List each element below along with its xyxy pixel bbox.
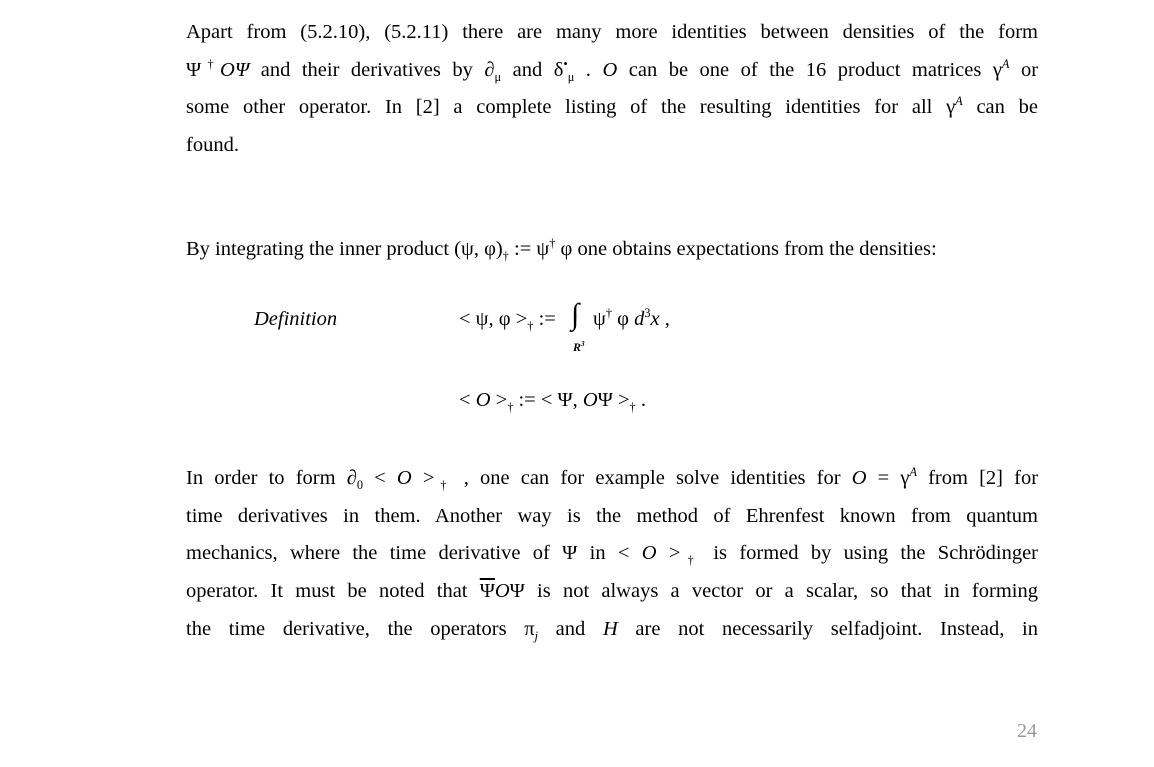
paragraph-3 [186, 460, 1038, 648]
domain-exponent: 3 [581, 340, 585, 348]
gamma-symbol: γ [946, 96, 956, 119]
text: . [635, 389, 646, 411]
definition-equation-2 [459, 389, 646, 415]
text: in [577, 542, 618, 565]
paragraph-1 [186, 14, 1038, 165]
a-superscript: A [1001, 56, 1010, 71]
mu-subscript: μ [567, 69, 575, 84]
dagger: † [527, 319, 534, 334]
text: , one can for example solve identities for [452, 467, 852, 489]
page-number: 24 [1017, 720, 1037, 742]
text: := < Ψ, [513, 389, 583, 411]
integral-domain [573, 340, 585, 355]
text: := ψ [508, 238, 550, 260]
operator-o: O [602, 58, 618, 81]
comma: , [659, 308, 670, 330]
text: and [501, 58, 554, 81]
p3-line-4 [186, 573, 1038, 611]
dagger: † [629, 400, 636, 415]
dagger: † [549, 236, 556, 251]
exponent-3: 3 [644, 306, 651, 321]
psi-symbol: Ψ [562, 542, 578, 565]
pi-symbol: π [524, 617, 535, 640]
text: > [656, 542, 681, 565]
integrand [593, 308, 670, 331]
dagger: † [201, 56, 221, 71]
a-superscript: A [909, 465, 917, 480]
inner-product: (ψ, φ) [454, 238, 503, 260]
p3-line-1 [186, 460, 1038, 498]
text: some other operator. In [2] a complete listing of the resulting identities for all [186, 96, 947, 119]
dagger: † [507, 400, 514, 415]
text: < [617, 542, 642, 565]
gamma-symbol: γ [992, 58, 1002, 81]
text: > [490, 389, 508, 411]
operator-o: O [641, 542, 657, 565]
j-subscript: j [534, 628, 539, 643]
text: is formed by using the Schrödinger [701, 542, 1038, 565]
mu-subscript: μ [494, 69, 502, 84]
hamiltonian-h: H [602, 617, 618, 640]
integral-sign: ∫ [571, 298, 580, 331]
operator-o: O [582, 389, 598, 411]
text: = γ [866, 467, 910, 489]
text: can be one of the 16 product matrices [617, 58, 993, 81]
definition-equation-1 [459, 308, 556, 334]
p3-line-2: time derivatives in them. Another way is the method of Ehrenfest known from quantum [186, 504, 1038, 527]
operator-o: O [494, 580, 510, 603]
bracket-psi-phi: < ψ, φ > [459, 308, 528, 330]
p1-line-3 [186, 89, 1038, 127]
dagger: † [680, 553, 702, 568]
zero-subscript: 0 [356, 478, 363, 493]
text: > [411, 467, 435, 489]
text: mechanics, where the time derivative of [186, 542, 563, 565]
text: In order to form [186, 467, 347, 489]
text: and [538, 617, 603, 640]
text: can be [962, 96, 1038, 119]
text: from [2] for [916, 467, 1039, 489]
psi-bar-symbol: $\overline{\Psi}$ [479, 580, 495, 603]
text: By integrating the inner product [186, 238, 455, 260]
p1-line-1: Apart from (5.2.10), (5.2.11) there are many more identities between densities of the form [186, 21, 1038, 43]
operator-psi: OΨ [220, 58, 250, 81]
dagger: † [434, 478, 453, 493]
p1-line-4: found. [186, 134, 239, 157]
text: operator. It must be noted that [186, 580, 480, 603]
differential-d: d [634, 308, 645, 330]
operator-o: O [475, 389, 491, 411]
text: φ [555, 238, 578, 260]
phi-symbol: φ [612, 308, 635, 330]
text: Ψ > [597, 389, 630, 411]
p3-line-3 [186, 535, 1038, 573]
text: are not necessarily selfadjoint. Instead, in [617, 617, 1038, 640]
text: . [574, 58, 603, 81]
text: and their derivatives by [249, 58, 485, 81]
partial-symbol: ∂ [346, 467, 357, 489]
text: < [363, 467, 397, 489]
text: or [1009, 58, 1039, 81]
operator-o: O [851, 467, 867, 489]
text: the time derivative, the operators [186, 617, 525, 640]
definition-symbol: := [533, 308, 556, 330]
text: < [459, 389, 476, 411]
text: one obtains expectations from the densities: [577, 238, 937, 260]
domain-r: R [573, 340, 582, 354]
p1-line-2 [186, 52, 1038, 90]
variable-x: x [650, 308, 660, 330]
text: is not always a vector or a scalar, so that in forming [524, 580, 1038, 603]
definition-label: Definition [254, 308, 338, 330]
psi-symbol: ψ [593, 308, 606, 330]
operator-o: O [396, 467, 412, 489]
p3-line-5 [186, 611, 1038, 649]
dagger: † [502, 249, 509, 264]
dagger: † [605, 306, 612, 321]
delta-symbol: δ [553, 58, 564, 81]
psi-symbol: Ψ [509, 580, 525, 603]
paragraph-2 [186, 236, 937, 264]
a-superscript: A [955, 94, 963, 109]
bullet-superscript: • [563, 56, 568, 71]
partial-symbol: ∂ [484, 58, 495, 81]
psi-symbol: Ψ [186, 58, 202, 81]
